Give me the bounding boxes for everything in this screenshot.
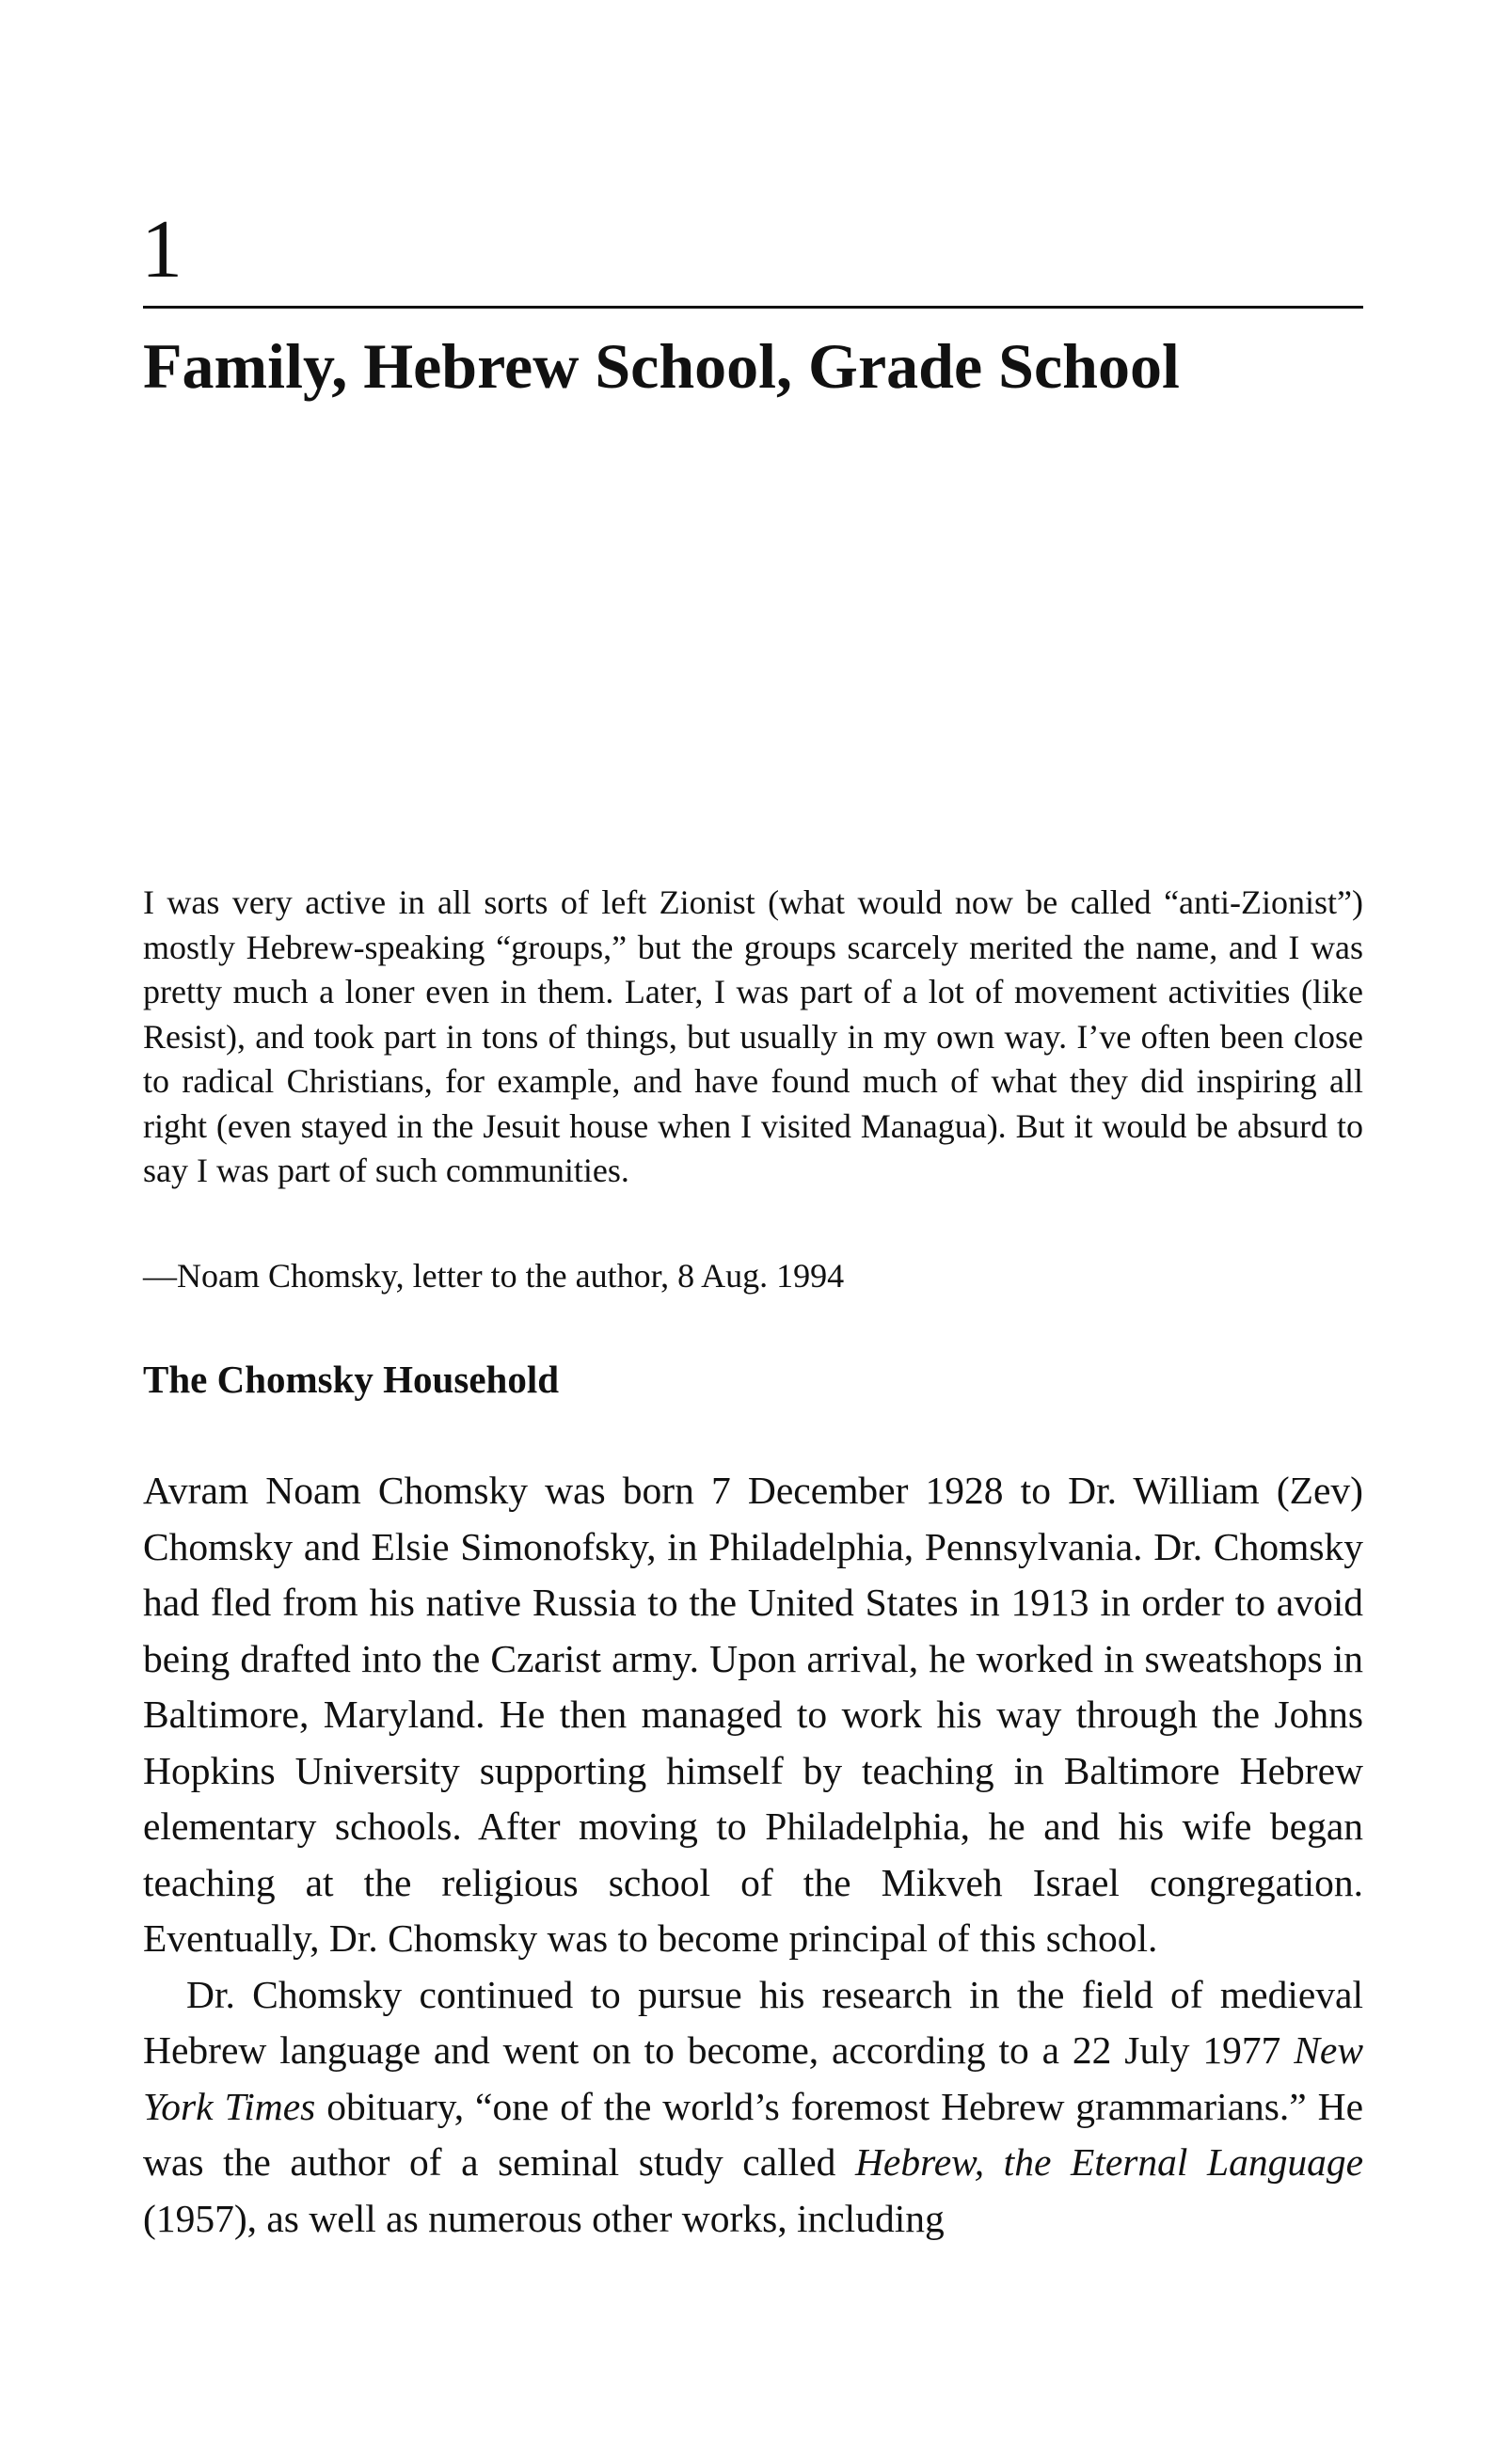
epigraph-quote: I was very active in all sorts of left Zionist (what would now be called “anti-Zionist”) mostly Hebrew-speaking “groups,” but the groups scarcely merited the name, and I was pretty much a loner even in them. Later, I was part of a lot of movement activities (like Resist), and took part in tons of things, but usually in my own way. I’ve often been close to radical Christians, for example, and have found much of what they did inspiring all right (even stayed in the Jesuit house when I visited Managua). But it would be absurd to say I was part of such communities. [143, 883, 1363, 1189]
section-heading: The Chomsky Household [143, 1358, 560, 1401]
paragraph-2-text-b: obituary, “one of the world’s foremost Hebrew grammarians.” He was the author of a seminal study called [143, 2084, 1363, 2184]
chapter-title: Family, Hebrew School, Grade School [143, 330, 1180, 402]
book-title: Hebrew, the Eternal Language [854, 2140, 1364, 2184]
paragraph-2-text-a: Dr. Chomsky continued to pursue his research in the field of medieval Hebrew language and went on to become, according to a 22 July 1977 [143, 1972, 1363, 2072]
newspaper-title: New York Times [143, 2028, 1363, 2128]
paragraph-2-text-c: (1957), as well as numerous other works, including [143, 2196, 945, 2240]
chapter-number: 1 [141, 204, 183, 295]
body-paragraph-1: Avram Noam Chomsky was born 7 December 1928 to Dr. William (Zev) Chomsky and Elsie Simonofsky, in Philadelphia, Pennsylvania. Dr. Chomsky had fled from his native Russia to the United States in 1913 in order to avoid being drafted into the Czarist army. Upon arrival, he worked in sweatshops in Baltimore, Maryland. He then managed to work his way through the Johns Hopkins University supporting himself by teaching in Baltimore Hebrew elementary schools. After moving to Philadelphia, he and his wife began teaching at the religious school of the Mikveh Israel congregation. Eventually, Dr. Chomsky was to become principal of this school. [143, 1469, 1363, 1960]
body-paragraph-2 [143, 1967, 1363, 2248]
body-text [143, 1463, 1363, 2247]
chapter-rule [143, 306, 1363, 309]
epigraph-attribution: —Noam Chomsky, letter to the author, 8 Aug. 1994 [143, 1257, 845, 1295]
